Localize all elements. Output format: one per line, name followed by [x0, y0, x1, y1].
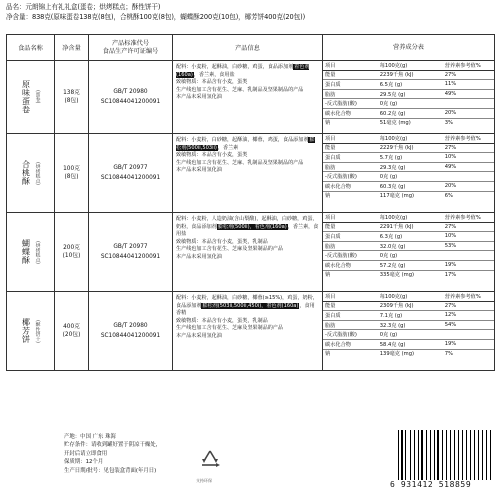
nutrition-row	[323, 108, 494, 118]
barcode-bar	[462, 430, 463, 480]
footer-info	[64, 433, 161, 475]
nutrition-col-nrv: 营养素参考值%	[443, 213, 494, 222]
product-name-cell	[7, 292, 55, 371]
col-header-std-text: 产品标准代号 食品生产许可证编号	[102, 39, 159, 55]
shelf-life-text: 保质期：12个月	[64, 459, 104, 466]
barcode-bar	[426, 430, 427, 480]
nutrition-value: 7.1克 (g)	[378, 311, 443, 321]
barcode-bar	[412, 430, 413, 480]
barcode-bar	[488, 430, 489, 480]
ingredients-part: 配料：小麦粉，起酥油，白砂糖，鸡蛋，食品添加剂	[176, 64, 294, 70]
product-type-text: (蛋卷)	[34, 90, 40, 104]
nutrition-item: 碳水化合物	[323, 181, 378, 191]
additive-highlight: 膨松剂(500ii,503ii)	[176, 137, 315, 151]
nutrition-row	[323, 330, 494, 340]
nutrition-col-per100: 每100克(g)	[378, 213, 443, 222]
nutrition-cell	[323, 134, 495, 213]
nutrition-row	[323, 320, 494, 330]
nutrition-nrv: 11%	[443, 80, 494, 90]
product-name	[8, 80, 53, 114]
nutrition-value: 32.3克 (g)	[378, 320, 443, 330]
net-content-text: 400克 (20包)	[62, 324, 81, 338]
notice-text: 本产品未采用氢化油	[176, 253, 222, 260]
storage-text-2: 开封后请立即食用	[64, 450, 108, 457]
nutrition-row	[323, 70, 494, 80]
allergen-text: 致敏物质：本品含有小麦，蛋类	[176, 152, 248, 159]
nutrition-item: 能量	[323, 143, 378, 153]
nutrition-nrv: 3%	[443, 118, 494, 127]
barcode-bar	[400, 430, 401, 480]
production-date-text: 生产日期/批号：见包装盒背面(年月日)	[64, 467, 157, 474]
nutrition-row	[323, 191, 494, 200]
nutrition-value: 6.3克 (g)	[378, 232, 443, 242]
nutrition-nrv: 12%	[443, 311, 494, 321]
barcode-bar	[478, 430, 479, 480]
product-info-cell	[173, 134, 323, 213]
nutrition-nrv: 19%	[443, 339, 494, 349]
recycle-label: 支持环保	[196, 478, 212, 483]
nutrition-nrv: 10%	[443, 153, 494, 163]
storage-text-1: 贮存条件：请收到罐好置于阴凉干燥处，	[64, 442, 162, 449]
nutrition-col-per100: 每100克(g)	[378, 292, 443, 301]
nutrition-nrv	[443, 251, 494, 261]
nutrition-col-nrv: 营养素参考值%	[443, 61, 494, 70]
product-info-cell	[173, 61, 323, 134]
nutrition-value: 51毫克 (mg)	[378, 118, 443, 127]
factory-text: 生产线也加工含有花生、芝麻、乳制品及坚果制品的产品	[176, 159, 304, 166]
product-name-cell	[7, 61, 55, 134]
standard-cell	[89, 61, 173, 134]
nutrition-row	[323, 162, 494, 172]
nutrition-nrv: 27%	[443, 70, 494, 80]
ingredients-part: 配料：小麦粉，起酥油，白砂糖，椰蓉(≥15%)，鸡蛋，奶粉，食品添加剂	[176, 295, 318, 309]
nutrition-table	[323, 61, 494, 127]
barcode-bar	[421, 430, 423, 480]
nutrition-value: 32.0克 (g)	[378, 241, 443, 251]
nutrition-row	[323, 118, 494, 127]
net-content-cell	[55, 61, 89, 134]
nutrition-row	[323, 172, 494, 182]
barcode	[390, 430, 494, 490]
barcode-bar	[424, 430, 425, 480]
nutrition-row	[323, 311, 494, 321]
nutrition-row	[323, 153, 494, 163]
col-header-name: 食品名称	[7, 35, 55, 61]
barcode-bar	[490, 430, 491, 480]
product-name	[8, 239, 53, 265]
nutrition-col-nrv: 营养素参考值%	[443, 292, 494, 301]
barcode-bar	[404, 430, 405, 480]
nutrition-nrv: 49%	[443, 89, 494, 99]
standard-text: GB/T 20980 SC10844041200091	[100, 323, 161, 339]
product-name-line: 品名：元朗锦上有礼礼盒(蛋卷；烘烤糕点；酥性饼干)	[6, 3, 161, 11]
barcode-bar	[472, 430, 473, 480]
product-row	[7, 213, 495, 292]
ingredients-part: 配料：小麦粉，白砂糖，起酥油，椰蓉，鸡蛋，食品添加剂	[176, 137, 309, 143]
nutrition-table	[323, 134, 494, 200]
nutrition-value: 2239千焦 (kJ)	[378, 70, 443, 80]
nutrition-table	[323, 213, 494, 279]
nutrition-row	[323, 89, 494, 99]
nutrition-col-per100: 每100克(g)	[378, 134, 443, 143]
net-content-cell	[55, 213, 89, 292]
nutrition-row	[323, 181, 494, 191]
standard-cell	[89, 213, 173, 292]
product-row	[7, 61, 495, 134]
nutrition-value: 0克 (g)	[378, 172, 443, 182]
barcode-bar	[454, 430, 455, 480]
barcode-bar	[437, 430, 439, 480]
nutrition-row	[323, 80, 494, 90]
nutrition-nrv: 27%	[443, 143, 494, 153]
nutrition-col-per100: 每100克(g)	[378, 61, 443, 70]
nutrition-nrv: 20%	[443, 181, 494, 191]
nutrition-row	[323, 349, 494, 358]
allergen-text: 致敏物质：本品含有小麦，蛋类	[176, 79, 248, 86]
barcode-bar	[442, 430, 443, 480]
nutrition-col-item: 项目	[323, 213, 378, 222]
ingredients-text	[176, 64, 319, 79]
net-content-cell	[55, 134, 89, 213]
nutrition-value: 60.3克 (g)	[378, 181, 443, 191]
barcode-bar	[466, 430, 467, 480]
barcode-bars	[398, 430, 492, 480]
ingredients-part-end: ，食用香精	[176, 302, 315, 317]
standard-text: GB/T 20977 SC10844041200091	[100, 165, 161, 181]
barcode-bar	[482, 430, 483, 480]
nutrition-nrv: 7%	[443, 349, 494, 358]
nutrition-nrv: 27%	[443, 301, 494, 311]
barcode-bar	[407, 430, 409, 480]
barcode-bar	[480, 430, 481, 480]
nutrition-value: 60.2克 (g)	[378, 108, 443, 118]
nutrition-cell	[323, 213, 495, 292]
nutrition-item: 钠	[323, 270, 378, 279]
barcode-bar	[467, 430, 469, 480]
nutrition-header-row	[323, 61, 494, 70]
nutrition-nrv	[443, 99, 494, 109]
nutrition-item: 能量	[323, 301, 378, 311]
nutrition-value: 29.3克 (g)	[378, 162, 443, 172]
nutrition-header-row	[323, 292, 494, 301]
nutrition-item: -反式脂肪(酸)	[323, 251, 378, 261]
nutrition-cell	[323, 292, 495, 371]
barcode-bar	[460, 430, 461, 480]
nutrition-nrv: 19%	[443, 260, 494, 270]
nutrition-value: 29.5克 (g)	[378, 89, 443, 99]
product-name-cell	[7, 134, 55, 213]
additive-highlight: 膨松剂(500ii)，着色剂(160a)	[217, 223, 287, 230]
nutrition-value: 57.2克 (g)	[378, 260, 443, 270]
product-name-text: 蝴蝶酥	[21, 239, 31, 265]
nutrition-nrv	[443, 172, 494, 182]
nutrition-value: 2291千焦 (kJ)	[378, 222, 443, 232]
nutrition-row	[323, 99, 494, 109]
table-header-row	[7, 35, 495, 61]
standard-cell	[89, 292, 173, 371]
barcode-bar	[458, 430, 459, 480]
nutrition-row	[323, 241, 494, 251]
nutrition-row	[323, 301, 494, 311]
nutrition-nrv: 49%	[443, 162, 494, 172]
allergen-text: 致敏物质：本品含有小麦，蛋类，乳制品	[176, 238, 268, 245]
nutrition-nrv: 6%	[443, 191, 494, 200]
barcode-number: 6 931412 518859	[390, 480, 472, 489]
nutrition-table	[323, 292, 494, 358]
nutrition-item: 能量	[323, 70, 378, 80]
barcode-bar	[410, 430, 411, 480]
barcode-bar	[451, 430, 453, 480]
nutrition-col-nrv: 营养素参考值%	[443, 134, 494, 143]
net-content-text: 100克 (8包)	[63, 166, 80, 180]
nutrition-item: 脂肪	[323, 162, 378, 172]
notice-text: 本产品未采用氢化油	[176, 332, 222, 339]
barcode-bar	[474, 430, 475, 480]
product-info-cell	[173, 213, 323, 292]
nutrition-row	[323, 260, 494, 270]
nutrition-nrv	[443, 330, 494, 340]
barcode-bar	[444, 430, 445, 480]
nutrition-value: 2309千焦 (kJ)	[378, 301, 443, 311]
standard-cell	[89, 134, 173, 213]
nutrition-item: 脂肪	[323, 89, 378, 99]
nutrition-item: 钠	[323, 191, 378, 200]
barcode-bar	[430, 430, 431, 480]
col-header-std	[89, 35, 173, 61]
standard-text: GB/T 20980 SC10844041200091	[100, 89, 161, 105]
barcode-bar	[483, 430, 485, 480]
barcode-bar	[450, 430, 451, 480]
nutrition-nrv: 53%	[443, 241, 494, 251]
nutrition-item: 脂肪	[323, 320, 378, 330]
product-name-text: 原味蛋卷	[21, 80, 31, 114]
nutrition-item: 碳水化合物	[323, 260, 378, 270]
ingredients-part-end: ，香兰素，食用盐	[176, 223, 319, 238]
nutrition-item: 蛋白质	[323, 153, 378, 163]
standard-text: GB/T 20977 SC10844041200091	[100, 244, 161, 260]
product-name-cell	[7, 213, 55, 292]
product-name-text: 椰芳饼	[21, 318, 31, 344]
barcode-bar	[414, 430, 415, 480]
notice-text: 本产品未采用氢化油	[176, 94, 222, 101]
nutrition-value: 0克 (g)	[378, 99, 443, 109]
nutrition-nrv: 20%	[443, 108, 494, 118]
col-header-net: 净含量	[55, 35, 89, 61]
product-name-text: 合桃酥	[21, 160, 31, 186]
origin-text: 产地：中国 广东 珠海	[64, 434, 116, 440]
ingredients-part-end: ，香兰素，食用盐	[193, 71, 235, 78]
nutrition-item: 钠	[323, 349, 378, 358]
barcode-bar	[440, 430, 441, 480]
nutrition-item: 钠	[323, 118, 378, 127]
barcode-bar	[447, 430, 448, 480]
nutrition-item: -反式脂肪(酸)	[323, 330, 378, 340]
product-row	[7, 134, 495, 213]
barcode-bar	[432, 430, 433, 480]
product-type-text: (烘烤糕点)	[34, 161, 40, 185]
nutrition-row	[323, 143, 494, 153]
nutrition-col-item: 项目	[323, 61, 378, 70]
ingredients-text	[176, 137, 319, 152]
allergen-text: 致敏物质：本品含有小麦，蛋类，乳制品	[176, 317, 268, 324]
barcode-bar	[416, 430, 417, 480]
barcode-bar	[405, 430, 406, 480]
nutrition-col-item: 项目	[323, 292, 378, 301]
nutrition-value: 2229千焦 (kJ)	[378, 143, 443, 153]
barcode-bar	[470, 430, 471, 480]
nutrition-value: 58.4克 (g)	[378, 339, 443, 349]
barcode-bar	[401, 430, 402, 480]
barcode-bar	[456, 430, 457, 480]
ingredients-part: 配料：小麦粉，人造奶油(含山梨酸)，起酥油，白砂糖，鸡蛋，奶粉，食品添加剂	[176, 216, 318, 230]
barcode-bar	[420, 430, 421, 480]
nutrition-nrv: 17%	[443, 270, 494, 279]
barcode-bar	[486, 430, 487, 480]
nutrition-item: 碳水化合物	[323, 339, 378, 349]
net-content-text: 200克 (10包)	[62, 245, 81, 259]
nutrition-header-row	[323, 213, 494, 222]
nutrition-row	[323, 222, 494, 232]
nutrition-value: 335毫克 (mg)	[378, 270, 443, 279]
nutrition-header-row	[323, 134, 494, 143]
nutrition-item: 蛋白质	[323, 311, 378, 321]
barcode-bar	[435, 430, 436, 480]
ingredients-text	[176, 216, 319, 239]
additive-highlight: 着色剂(160a)	[176, 64, 310, 78]
nutrition-col-item: 项目	[323, 134, 378, 143]
product-name	[8, 318, 53, 344]
col-header-nutrition	[323, 35, 495, 61]
additive-highlight: 膨松剂(503ii,500ii,450i)，着色剂(160a)	[202, 302, 299, 309]
nutrition-value: 139毫克 (mg)	[378, 349, 443, 358]
nutrition-item: -反式脂肪(酸)	[323, 172, 378, 182]
nutrition-value: 0克 (g)	[378, 251, 443, 261]
product-row	[7, 292, 495, 371]
barcode-bar	[434, 430, 435, 480]
barcode-bar	[446, 430, 447, 480]
ingredients-text	[176, 295, 319, 318]
recycle-icon	[198, 448, 222, 478]
nutrition-item: 脂肪	[323, 241, 378, 251]
factory-text: 生产线也加工含有花生、芝麻、乳制品及坚果制品的产品	[176, 86, 304, 93]
product-info-table	[6, 34, 495, 371]
nutrition-item: 蛋白质	[323, 80, 378, 90]
nutrition-item: -反式脂肪(酸)	[323, 99, 378, 109]
product-info-cell	[173, 292, 323, 371]
nutrition-item: 碳水化合物	[323, 108, 378, 118]
notice-text: 本产品未采用氢化油	[176, 167, 222, 174]
product-type-text: (酥性饼干)	[34, 319, 40, 343]
net-content-cell	[55, 292, 89, 371]
nutrition-row	[323, 339, 494, 349]
nutrition-nrv: 27%	[443, 222, 494, 232]
nutrition-value: 0克 (g)	[378, 330, 443, 340]
nutrition-row	[323, 232, 494, 242]
barcode-bar	[418, 430, 419, 480]
net-content-line: 净含量：838克(原味蛋卷138克(8包)，合桃酥100克(8包)，蝴蝶酥200克(10包)，椰芳饼400克(20包))	[6, 13, 306, 21]
factory-text: 生产线也加工含有花生、芝麻及坚果制品的产品	[176, 325, 283, 332]
product-name	[8, 160, 53, 186]
col-header-info: 产品信息	[173, 35, 323, 61]
ingredients-part-end: ，香兰素	[217, 144, 239, 151]
barcode-bar	[428, 430, 429, 480]
barcode-bar	[476, 430, 477, 480]
nutrition-header: 营养成分表	[393, 44, 424, 51]
nutrition-row	[323, 270, 494, 279]
nutrition-value: 6.5克 (g)	[378, 80, 443, 90]
nutrition-row	[323, 251, 494, 261]
nutrition-item: 能量	[323, 222, 378, 232]
nutrition-value: 117毫克 (mg)	[378, 191, 443, 200]
nutrition-nrv: 10%	[443, 232, 494, 242]
barcode-bar	[398, 430, 399, 480]
nutrition-value: 5.7克 (g)	[378, 153, 443, 163]
nutrition-cell	[323, 61, 495, 134]
product-type-text: (烘烤糕点)	[34, 240, 40, 264]
net-content-text: 138克 (8包)	[63, 90, 80, 104]
barcode-bar	[464, 430, 465, 480]
factory-text: 生产线也加工含有花生、芝麻及坚果制品的产品	[176, 246, 283, 253]
nutrition-item: 蛋白质	[323, 232, 378, 242]
nutrition-nrv: 54%	[443, 320, 494, 330]
